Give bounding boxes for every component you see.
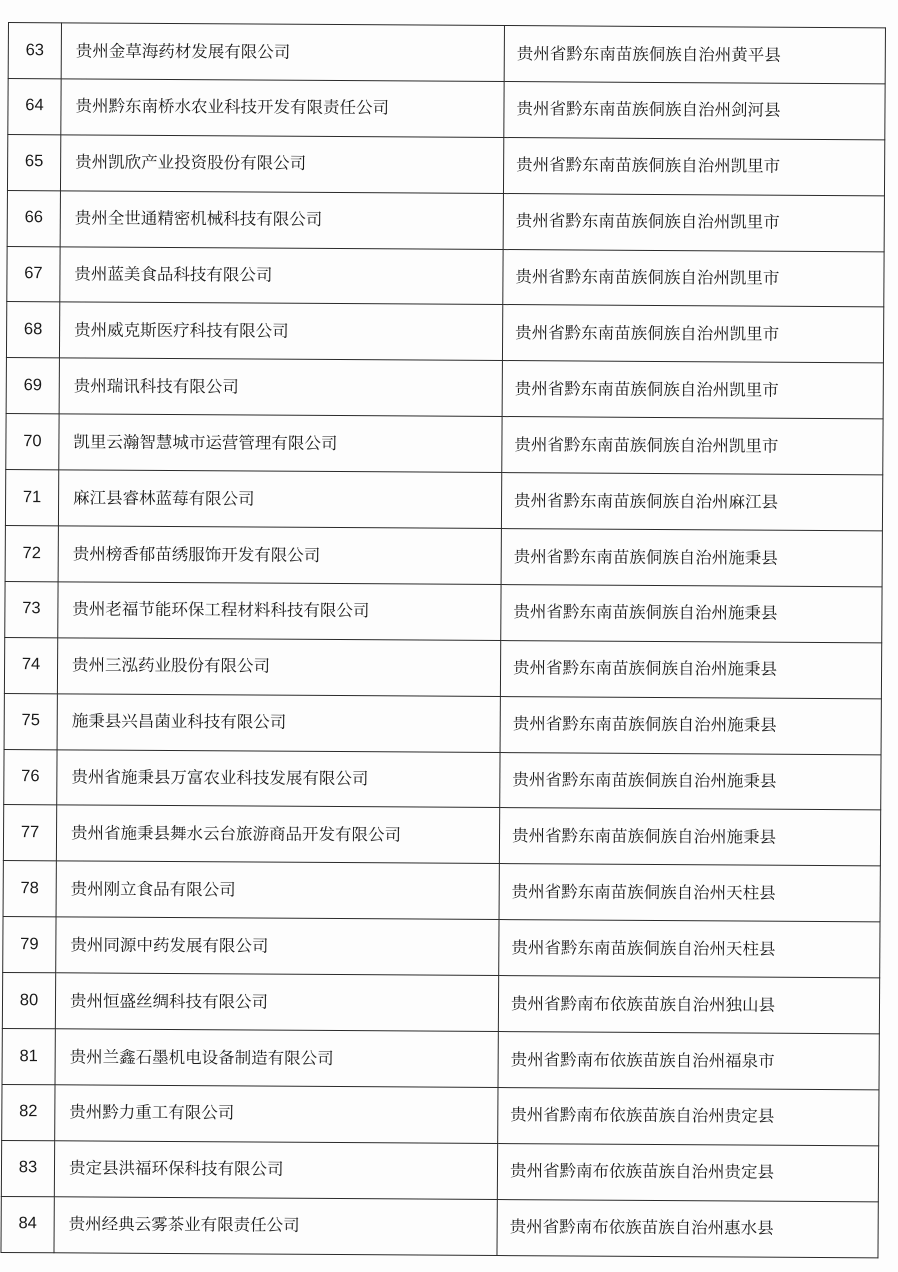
company-name: 凯里云瀚智慧城市运营管理有限公司 bbox=[59, 414, 502, 473]
table-row bbox=[6, 414, 883, 475]
row-number: 73 bbox=[5, 581, 58, 637]
table-row bbox=[4, 637, 881, 698]
company-name: 施秉县兴昌菌业科技有限公司 bbox=[57, 694, 500, 753]
company-name: 贵州刚立食品有限公司 bbox=[56, 861, 499, 920]
company-region: 贵州省黔东南苗族侗族自治州施秉县 bbox=[501, 584, 882, 642]
table-row bbox=[7, 134, 884, 195]
company-region: 贵州省黔南布依族苗族自治州惠水县 bbox=[497, 1199, 878, 1257]
table-row bbox=[5, 581, 882, 642]
company-region: 贵州省黔南布依族苗族自治州独山县 bbox=[498, 976, 879, 1034]
table-row bbox=[6, 302, 883, 363]
table-row bbox=[2, 973, 879, 1034]
row-number: 83 bbox=[1, 1140, 54, 1196]
company-region: 贵州省黔东南苗族侗族自治州凯里市 bbox=[502, 417, 883, 475]
table-row bbox=[4, 749, 881, 810]
company-region: 贵州省黔东南苗族侗族自治州凯里市 bbox=[503, 137, 884, 195]
row-number: 72 bbox=[5, 526, 58, 582]
company-name: 贵州全世通精密机械科技有限公司 bbox=[60, 190, 503, 249]
row-number: 78 bbox=[3, 861, 56, 917]
row-number: 63 bbox=[8, 23, 61, 79]
company-name: 贵州同源中药发展有限公司 bbox=[56, 917, 499, 976]
company-name: 贵州金草海药材发展有限公司 bbox=[61, 23, 504, 82]
row-number: 84 bbox=[1, 1196, 54, 1252]
company-region: 贵州省黔东南苗族侗族自治州凯里市 bbox=[502, 305, 883, 363]
table-row bbox=[3, 861, 880, 922]
table-row bbox=[6, 358, 883, 419]
company-name: 贵州瑞讯科技有限公司 bbox=[59, 358, 502, 417]
table-row bbox=[7, 190, 884, 251]
company-region: 贵州省黔东南苗族侗族自治州黄平县 bbox=[504, 26, 885, 84]
table-row bbox=[3, 917, 880, 978]
company-name: 贵州威克斯医疗科技有限公司 bbox=[59, 302, 502, 361]
company-region: 贵州省黔东南苗族侗族自治州施秉县 bbox=[500, 696, 881, 754]
row-number: 77 bbox=[3, 805, 56, 861]
row-number: 70 bbox=[6, 414, 59, 470]
company-region: 贵州省黔东南苗族侗族自治州施秉县 bbox=[499, 808, 880, 866]
row-number: 82 bbox=[2, 1084, 55, 1140]
table-row bbox=[2, 1029, 879, 1090]
row-number: 64 bbox=[8, 78, 61, 134]
row-number: 71 bbox=[5, 470, 58, 526]
company-name: 麻江县睿林蓝莓有限公司 bbox=[58, 470, 501, 529]
company-region: 贵州省黔东南苗族侗族自治州凯里市 bbox=[503, 249, 884, 307]
company-name: 贵州黔东南桥水农业科技开发有限责任公司 bbox=[61, 79, 504, 138]
company-region: 贵州省黔东南苗族侗族自治州天柱县 bbox=[499, 920, 880, 978]
company-name: 贵定县洪福环保科技有限公司 bbox=[54, 1141, 497, 1200]
company-region: 贵州省黔南布依族苗族自治州贵定县 bbox=[498, 1087, 879, 1145]
company-name: 贵州黔力重工有限公司 bbox=[55, 1085, 498, 1144]
row-number: 69 bbox=[6, 358, 59, 414]
row-number: 80 bbox=[2, 973, 55, 1029]
table-row bbox=[8, 23, 885, 84]
table-row bbox=[8, 78, 885, 139]
company-name: 贵州榜香郁苗绣服饰开发有限公司 bbox=[58, 526, 501, 585]
row-number: 79 bbox=[3, 917, 56, 973]
company-region: 贵州省黔东南苗族侗族自治州施秉县 bbox=[500, 752, 881, 810]
company-name: 贵州兰鑫石墨机电设备制造有限公司 bbox=[55, 1029, 498, 1088]
company-region: 贵州省黔东南苗族侗族自治州剑河县 bbox=[504, 81, 885, 139]
table-row bbox=[4, 693, 881, 754]
table-row bbox=[1, 1196, 878, 1257]
table-row bbox=[5, 526, 882, 587]
company-name: 贵州省施秉县万富农业科技发展有限公司 bbox=[57, 749, 500, 808]
company-region: 贵州省黔东南苗族侗族自治州凯里市 bbox=[502, 361, 883, 419]
table-row bbox=[3, 805, 880, 866]
company-region: 贵州省黔南布依族苗族自治州贵定县 bbox=[497, 1143, 878, 1201]
company-name: 贵州三泓药业股份有限公司 bbox=[57, 638, 500, 697]
company-name: 贵州恒盛丝绸科技有限公司 bbox=[55, 973, 498, 1032]
row-number: 68 bbox=[6, 302, 59, 358]
table-row bbox=[1, 1140, 878, 1201]
row-number: 81 bbox=[2, 1029, 55, 1085]
row-number: 67 bbox=[7, 246, 60, 302]
row-number: 74 bbox=[4, 637, 57, 693]
company-table bbox=[0, 22, 886, 1258]
company-name: 贵州省施秉县舞水云台旅游商品开发有限公司 bbox=[56, 805, 499, 864]
row-number: 66 bbox=[7, 190, 60, 246]
table-row bbox=[5, 470, 882, 531]
company-region: 贵州省黔东南苗族侗族自治州天柱县 bbox=[499, 864, 880, 922]
company-region: 贵州省黔南布依族苗族自治州福泉市 bbox=[498, 1032, 879, 1090]
company-region: 贵州省黔东南苗族侗族自治州凯里市 bbox=[503, 193, 884, 251]
table-row bbox=[2, 1084, 879, 1145]
row-number: 75 bbox=[4, 693, 57, 749]
company-name: 贵州蓝美食品科技有限公司 bbox=[60, 246, 503, 305]
row-number: 76 bbox=[4, 749, 57, 805]
company-name: 贵州凯欣产业投资股份有限公司 bbox=[60, 135, 503, 194]
company-name: 贵州老福节能环保工程材料科技有限公司 bbox=[58, 582, 501, 641]
row-number: 65 bbox=[7, 134, 60, 190]
company-region: 贵州省黔东南苗族侗族自治州施秉县 bbox=[500, 640, 881, 698]
company-region: 贵州省黔东南苗族侗族自治州麻江县 bbox=[501, 473, 882, 531]
company-region: 贵州省黔东南苗族侗族自治州施秉县 bbox=[501, 529, 882, 587]
table-row bbox=[7, 246, 884, 307]
company-name: 贵州经典云雾茶业有限责任公司 bbox=[54, 1197, 497, 1256]
company-table-body bbox=[1, 23, 885, 1258]
